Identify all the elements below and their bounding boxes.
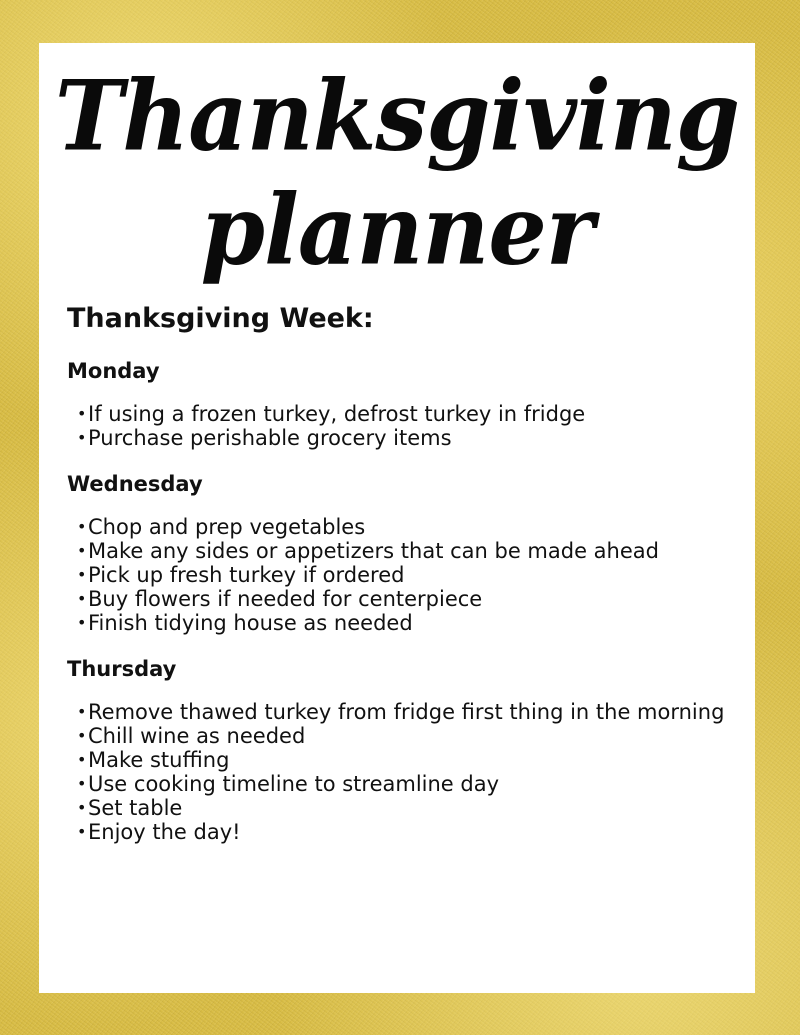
bullet-icon: • <box>77 822 87 841</box>
week-heading: Thanksgiving Week: <box>67 303 374 334</box>
list-item <box>77 724 737 748</box>
list-item <box>77 820 737 844</box>
day-section-thursday <box>67 655 737 844</box>
task-text: Chill wine as needed <box>88 724 306 748</box>
task-text: Make stuffing <box>88 748 230 772</box>
task-text: Set table <box>88 796 183 820</box>
list-item <box>77 426 737 450</box>
task-text: Chop and prep vegetables <box>88 515 366 539</box>
task-list-monday <box>67 402 737 450</box>
day-section-wednesday <box>67 470 737 635</box>
task-text: Enjoy the day! <box>88 820 241 844</box>
day-heading-thursday: Thursday <box>67 657 177 681</box>
list-item <box>77 772 737 796</box>
list-item <box>77 563 737 587</box>
bullet-icon: • <box>77 589 87 608</box>
task-text: Buy flowers if needed for centerpiece <box>88 587 483 611</box>
bullet-icon: • <box>77 702 87 721</box>
planner-page <box>39 43 755 993</box>
task-text: Use cooking timeline to streamline day <box>88 772 500 796</box>
task-text: Remove thawed turkey from fridge first thing in the morning <box>88 700 725 724</box>
bullet-icon: • <box>77 404 87 423</box>
list-item <box>77 748 737 772</box>
title-line-1: Thanksgiving <box>54 59 740 173</box>
list-item <box>77 611 737 635</box>
bullet-icon: • <box>77 565 87 584</box>
bullet-icon: • <box>77 517 87 536</box>
bullet-icon: • <box>77 774 87 793</box>
day-heading-wednesday: Wednesday <box>67 472 203 496</box>
task-text: If using a frozen turkey, defrost turkey in fridge <box>88 402 586 426</box>
list-item <box>77 700 737 724</box>
task-list-wednesday <box>67 515 737 635</box>
planner-content <box>67 301 737 864</box>
task-text: Purchase perishable grocery items <box>88 426 452 450</box>
day-heading-monday: Monday <box>67 359 160 383</box>
list-item <box>77 402 737 426</box>
day-section-monday <box>67 357 737 450</box>
task-text: Pick up fresh turkey if ordered <box>88 563 405 587</box>
bullet-icon: • <box>77 541 87 560</box>
bullet-icon: • <box>77 613 87 632</box>
task-text: Finish tidying house as needed <box>88 611 413 635</box>
list-item <box>77 539 737 563</box>
task-list-thursday <box>67 700 737 844</box>
bullet-icon: • <box>77 726 87 745</box>
task-text: Make any sides or appetizers that can be made ahead <box>88 539 659 563</box>
list-item <box>77 515 737 539</box>
bullet-icon: • <box>77 798 87 817</box>
bullet-icon: • <box>77 428 87 447</box>
list-item <box>77 587 737 611</box>
bullet-icon: • <box>77 750 87 769</box>
list-item <box>77 796 737 820</box>
title-line-2: planner <box>200 173 594 287</box>
